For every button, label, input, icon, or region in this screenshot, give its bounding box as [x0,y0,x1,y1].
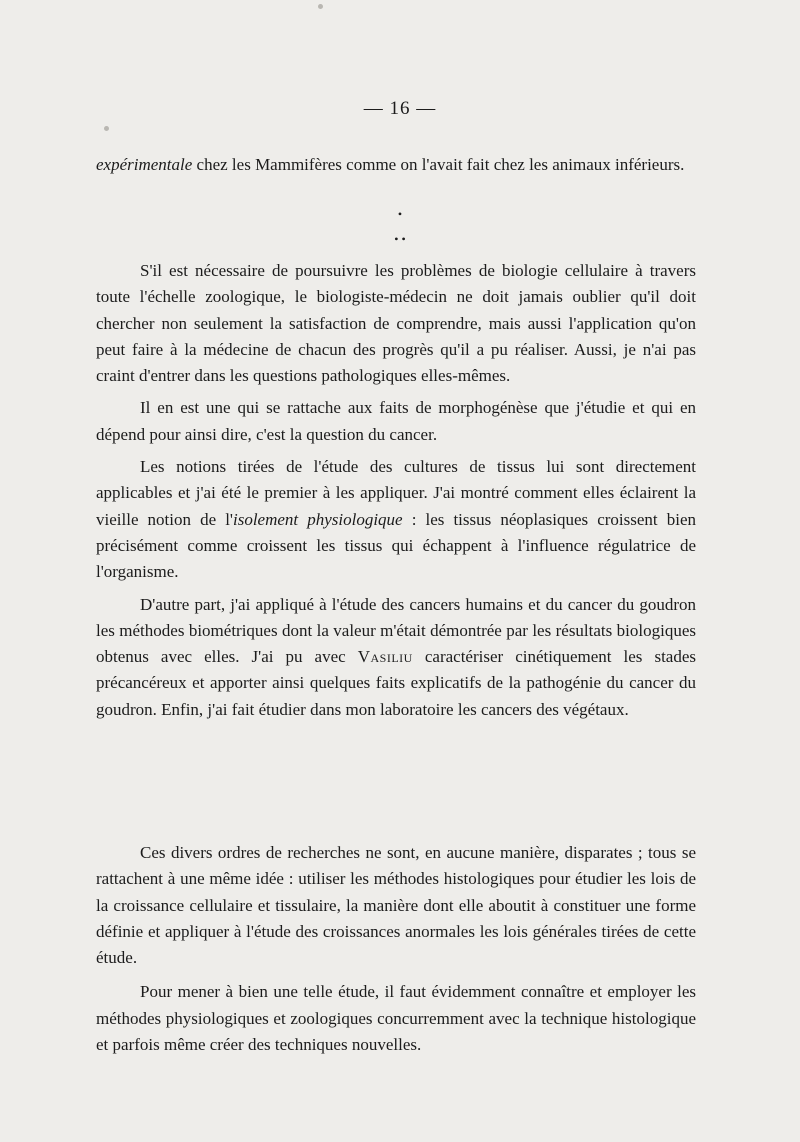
section-break-bottom: • • [394,232,406,246]
paragraph-4-text: D'autre part, j'ai appliqué à l'étude des cancers humains et du cancer du goudron les méthodes biométriques dont la valeur m'était démontrée par les résultats biologiques obtenus avec elles. J'ai pu avec [96,594,696,667]
intro-italic-word: expérimentale [96,155,193,174]
section-break-top: • [397,207,403,221]
paragraph-6: Pour mener à bien une telle étude, il faut évidemment connaître et employer les méthodes physiologiques et zoologiques concurremment avec la technique histologique et parfois même créer des techniques nouvelles. [96,982,696,1055]
paragraph-3-italic: isolement physiologique [233,509,403,529]
paragraph-5: Ces divers ordres de recherches ne sont, en aucune manière, disparates ; tous se rattachent à une même idée : utiliser les méthodes histologiques pour étudier les lois de la croissance cellulaire et tissulaire, la manière dont elle aboutit à constituer une forme définie et appliquer à l'étude des croissances anormales les lois générales tirées de cette étude. [96,843,696,968]
body-section-2 [96,840,696,1058]
paragraph-4-text-end: caractériser cinétiquement les stades précancéreux et apporter ainsi quelques faits explicatifs de la pathogénie du cancer du goudron. Enfin, j'ai fait étudier dans mon laboratoire les cancers des végétaux. [96,647,697,719]
stray-ink-dot [318,4,323,9]
body-section-1 [96,258,696,723]
paragraph-1: S'il est nécessaire de poursuivre les problèmes de biologie cellulaire à travers toute l'échelle zoologique, le biologiste-médecin ne doit jamais oublier qu'il doit chercher non seulement la satisfaction de comprendre, mais aussi l'application qu'on peut faire à la médecine de chacun des progrès qu'il a pu réaliser. Aussi, je n'ai pas craint d'entrer dans les questions pathologiques elles-mêmes. [96,261,696,386]
paragraph-3 [96,454,696,585]
paragraph-3-text-end: : les tissus néoplasiques croissent bien précisément comme croissent les tissus qui échappent à l'influence régulatrice de l'organisme. [96,509,696,582]
paragraph-3-text: Les notions tirées de l'étude des cultures de tissus lui sont directement applicables et j'ai été le premier à les appliquer. J'ai montré comment elles éclairent la vieille notion de l' [96,457,696,529]
intro-paragraph [96,152,696,178]
paragraph-4 [96,592,696,723]
stray-ink-dot [104,126,109,131]
page-number: — 16 — [363,98,437,119]
intro-text: chez les Mammifères comme on l'avait fait chez les animaux inférieurs. [192,155,685,174]
author-name-vasiliu: Vasiliu [357,647,413,667]
paragraph-2: Il en est une qui se rattache aux faits de morphogénèse que j'étudie et qui en dépend pour ainsi dire, c'est la question du cancer. [96,398,696,444]
